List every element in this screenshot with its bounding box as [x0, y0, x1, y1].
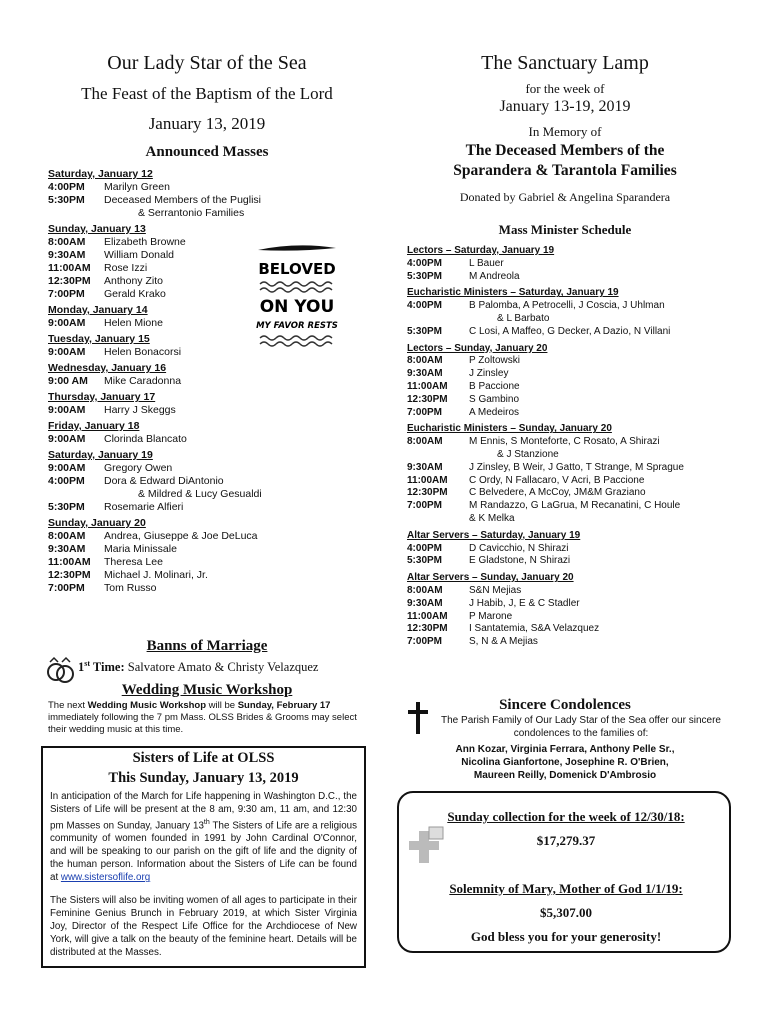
- mass-time: 9:00 AM: [48, 375, 88, 387]
- schedule-names: E Gladstone, N Shirazi: [469, 555, 571, 567]
- mass-time: 9:00AM: [48, 346, 86, 358]
- schedule-names: S Gambino: [469, 393, 520, 405]
- mass-entry: [48, 556, 348, 569]
- mass-entry: [48, 462, 348, 475]
- mass-day-heading: Sunday, January 20: [48, 517, 146, 529]
- mass-intention: Helen Bonacorsi: [104, 346, 182, 358]
- schedule-names: S, N & A Mejias: [469, 636, 538, 648]
- schedule-section-heading: Lectors – Saturday, January 19: [407, 245, 555, 256]
- beloved-word: BELOVED: [258, 260, 336, 278]
- on-you-words: ON YOU: [259, 297, 335, 317]
- schedule-entry: [407, 462, 727, 475]
- mass-intention: Elizabeth Browne: [104, 236, 186, 248]
- schedule-entry: [407, 449, 727, 462]
- mass-intention: Andrea, Giuseppe & Joe DeLuca: [104, 530, 258, 542]
- schedule-entry: [407, 487, 727, 500]
- mass-entry: [48, 181, 348, 194]
- schedule-entry: [407, 326, 727, 339]
- mass-intention: Rosemarie Alfieri: [104, 501, 184, 513]
- mass-time: 4:00PM: [48, 181, 85, 193]
- schedule-names: M Andreola: [469, 270, 520, 282]
- schedule-time: 8:00AM: [407, 584, 443, 596]
- mass-entry: [48, 194, 348, 207]
- mass-day-heading: Thursday, January 17: [48, 391, 156, 403]
- solemnity-amount: $5,307.00: [540, 905, 592, 920]
- mass-intention: Michael J. Molinari, Jr.: [104, 569, 208, 581]
- schedule-names: S&N Mejias: [469, 584, 522, 596]
- schedule-time: 7:00PM: [407, 406, 443, 418]
- schedule-time: 4:00PM: [407, 300, 443, 312]
- schedule-time: 11:00AM: [407, 474, 448, 486]
- mass-time: 7:00PM: [48, 288, 85, 300]
- week-dates: January 13-19, 2019: [499, 98, 631, 115]
- sisters-subheading: This Sunday, January 13, 2019: [108, 770, 299, 786]
- schedule-entry: [407, 368, 727, 381]
- schedule-entry: [407, 381, 727, 394]
- sisters-of-life-box: [41, 746, 366, 968]
- schedule-time: 8:00AM: [407, 355, 443, 367]
- thanks-message: God bless you for your generosity!: [470, 929, 662, 944]
- schedule-entry: [407, 258, 727, 271]
- schedule-names: A Medeiros: [469, 406, 520, 418]
- mass-time: 5:30PM: [48, 501, 85, 513]
- mass-time: 11:00AM: [48, 262, 91, 274]
- schedule-names: I Santatemia, S&A Velazquez: [469, 623, 600, 635]
- mass-entry: [48, 569, 348, 582]
- mass-intention: Helen Mione: [104, 317, 163, 329]
- mass-time: 9:00AM: [48, 404, 86, 416]
- schedule-names: C Losi, A Maffeo, G Decker, A Dazio, N Villani: [469, 325, 671, 337]
- schedule-time: 9:30AM: [407, 368, 443, 380]
- masses-heading: Announced Masses: [145, 144, 269, 160]
- mass-time: 12:30PM: [48, 569, 91, 581]
- schedule-heading: Mass Minister Schedule: [498, 222, 632, 237]
- schedule-names: P Zoltowski: [469, 355, 520, 367]
- bulletin-date: January 13, 2019: [148, 114, 266, 133]
- schedule-entry: [407, 313, 727, 326]
- banns-entry: 1st Time: Salvatore Amato & Christy Velazquez: [78, 659, 319, 675]
- schedule-names: & J Stanzione: [497, 448, 559, 460]
- mass-time: 11:00AM: [48, 556, 91, 568]
- mass-day-heading: Wednesday, January 16: [48, 362, 167, 374]
- mass-intention: William Donald: [104, 249, 175, 261]
- schedule-time: 12:30PM: [407, 623, 448, 635]
- mass-time: 8:00AM: [48, 530, 86, 542]
- schedule-entry: [407, 300, 727, 313]
- schedule-time: 11:00AM: [407, 610, 448, 622]
- mass-intention: Theresa Lee: [104, 556, 163, 568]
- mass-time: 7:00PM: [48, 582, 85, 594]
- mass-intention: Tom Russo: [104, 582, 157, 594]
- mass-entry: [48, 404, 348, 417]
- my-favor-rests-words: MY FAVOR RESTS: [256, 321, 338, 331]
- collection-amount: $17,279.37: [536, 833, 596, 848]
- memory-line-1: The Deceased Members of the: [465, 142, 665, 159]
- mass-intention: Marilyn Green: [104, 181, 170, 193]
- schedule-time: 9:30AM: [407, 597, 443, 609]
- schedule-time: 7:00PM: [407, 500, 443, 512]
- feast-title: The Feast of the Baptism of the Lord: [81, 84, 333, 103]
- workshop-heading: Wedding Music Workshop: [121, 682, 293, 698]
- mass-intention: Deceased Members of the Puglisi: [104, 194, 261, 206]
- beloved-on-you-graphic: [254, 242, 340, 352]
- mass-time: 8:00AM: [48, 236, 86, 248]
- mass-day-heading: Monday, January 14: [48, 304, 148, 316]
- schedule-names: B Paccione: [469, 380, 520, 392]
- schedule-entry: [407, 355, 727, 368]
- schedule-time: 4:00PM: [407, 542, 443, 554]
- schedule-names: D Cavicchio, N Shirazi: [469, 542, 569, 554]
- mass-time: 9:00AM: [48, 317, 86, 329]
- schedule-names: B Palomba, A Petrocelli, J Coscia, J Uhlman: [469, 300, 665, 312]
- mass-time: 9:00AM: [48, 433, 86, 445]
- mass-time: 9:30AM: [48, 543, 86, 555]
- schedule-section-heading: Eucharistic Ministers – Sunday, January 20: [407, 423, 612, 435]
- mass-entry: [48, 433, 348, 446]
- schedule-entry: [407, 623, 727, 636]
- mass-entry: [48, 530, 348, 543]
- sisters-paragraph-2: The Sisters will also be inviting women of all ages to participate in their Feminine Genius Brunch in February 2019, at which Sister Virginia Joy, Director of the Respect Life Office for the Archdiocese of New York, will give a talk on the beauty of the feminine heart. Details will be distributed at the Masses.: [50, 895, 357, 959]
- for-the-week-label: for the week of: [525, 81, 605, 96]
- schedule-entry: [407, 475, 727, 488]
- schedule-names: J Habib, J, E & C Stadler: [469, 597, 580, 609]
- mass-intention: Gerald Krako: [104, 288, 166, 300]
- mass-intention: Maria Minissale: [104, 543, 177, 555]
- schedule-time: 9:30AM: [407, 461, 443, 473]
- schedule-entry: [407, 271, 727, 284]
- mass-intention: Harry J Skeggs: [104, 404, 176, 416]
- schedule-entry: [407, 513, 727, 526]
- condolences-heading: Sincere Condolences: [499, 697, 631, 713]
- collection-box: [397, 791, 731, 953]
- schedule-section-heading: Lectors – Sunday, January 20: [407, 342, 548, 354]
- mass-time: 5:30PM: [48, 194, 85, 206]
- solemnity-heading: Solemnity of Mary, Mother of God 1/1/19:: [449, 881, 683, 896]
- schedule-time: 5:30PM: [407, 325, 443, 337]
- condolences-text: The Parish Family of Our Lady Star of the Sea offer our sincere condolences to the families of:: [441, 715, 721, 739]
- mass-time: 9:30AM: [48, 249, 86, 261]
- schedule-names: C Ordy, N Fallacaro, V Acri, B Paccione: [469, 474, 645, 486]
- schedule-time: 11:00AM: [407, 380, 448, 392]
- mass-intention: Rose Izzi: [104, 262, 148, 274]
- mass-entry: [48, 475, 348, 488]
- banns-heading: Banns of Marriage: [146, 638, 268, 654]
- mass-entry: [48, 582, 348, 595]
- mass-entry: [48, 207, 348, 220]
- mass-intention: & Serrantonio Families: [138, 207, 245, 219]
- church-name: Our Lady Star of the Sea: [107, 52, 307, 74]
- mass-intention: Clorinda Blancato: [104, 433, 187, 445]
- schedule-names: L Bauer: [469, 257, 504, 269]
- schedule-entry: [407, 636, 727, 649]
- schedule-names: J Zinsley: [469, 368, 509, 380]
- schedule-time: 5:30PM: [407, 555, 443, 567]
- schedule-time: 12:30PM: [407, 393, 448, 405]
- schedule-names: P Marone: [469, 610, 513, 622]
- mass-entry: [48, 375, 348, 388]
- condolences-names: Ann Kozar, Virginia Ferrara, Anthony Pelle Sr., Nicolina Gianfortone, Josephine R. O'Brien, Maureen Reilly, Domenick D'Ambrosio: [455, 744, 675, 781]
- mass-day-heading: Saturday, January 19: [48, 449, 153, 461]
- schedule-names: & L Barbato: [497, 312, 550, 324]
- schedule-entry: [407, 436, 727, 449]
- mass-entry: [48, 488, 348, 501]
- mass-intention: & Mildred & Lucy Gesualdi: [138, 488, 262, 500]
- schedule-time: 4:00PM: [407, 257, 443, 269]
- schedule-time: 5:30PM: [407, 270, 443, 282]
- mass-time: 4:00PM: [48, 475, 85, 487]
- mass-time: 9:00AM: [48, 462, 86, 474]
- workshop-text: The next Wedding Music Workshop will be Sunday, February 17 immediately following the 7 pm Mass. OLSS Brides & Grooms may select their wedding music at this time.: [48, 700, 357, 735]
- schedule-time: 12:30PM: [407, 487, 448, 499]
- mass-intention: Gregory Owen: [104, 462, 173, 474]
- schedule-entry: [407, 500, 727, 513]
- sisters-website-link[interactable]: www.sistersoflife.org: [60, 872, 151, 884]
- mass-day-heading: Friday, January 18: [48, 420, 140, 432]
- schedule-time: 7:00PM: [407, 636, 443, 648]
- schedule-section-heading: Altar Servers – Sunday, January 20: [407, 572, 574, 584]
- mass-intention: Mike Caradonna: [104, 375, 182, 387]
- mass-day-heading: Saturday, January 12: [48, 168, 153, 180]
- schedule-entry: [407, 598, 727, 611]
- schedule-names: M Randazzo, G LaGrua, M Recanatini, C Houle: [469, 500, 681, 512]
- announced-masses-list: [48, 168, 348, 595]
- mass-intention: Dora & Edward DiAntonio: [104, 475, 224, 487]
- mass-day-heading: Sunday, January 13: [48, 223, 146, 235]
- in-memory-label: In Memory of: [528, 124, 602, 139]
- mass-entry: [48, 501, 348, 514]
- schedule-section-heading: Altar Servers – Saturday, January 19: [407, 529, 581, 541]
- schedule-names: & K Melka: [469, 512, 515, 524]
- collection-heading: Sunday collection for the week of 12/30/18:: [447, 809, 685, 824]
- mass-intention: Anthony Zito: [104, 275, 163, 287]
- schedule-names: J Zinsley, B Weir, J Gatto, T Strange, M Sprague: [469, 461, 684, 473]
- schedule-names: C Belvedere, A McCoy, JM&M Graziano: [469, 487, 646, 499]
- schedule-entry: [407, 394, 727, 407]
- schedule-entry: [407, 407, 727, 420]
- schedule-entry: [407, 585, 727, 598]
- schedule-section-heading: Eucharistic Ministers – Saturday, January 19: [407, 287, 619, 299]
- schedule-entry: [407, 543, 727, 556]
- memory-line-2: Sparandera & Tarantola Families: [453, 162, 677, 179]
- sisters-heading: Sisters of Life at OLSS: [132, 750, 275, 766]
- mass-time: 12:30PM: [48, 275, 91, 287]
- mass-day-heading: Tuesday, January 15: [48, 333, 150, 345]
- mass-minister-schedule: [407, 245, 727, 649]
- schedule-entry: [407, 611, 727, 624]
- donated-by: Donated by Gabriel & Angelina Sparandera: [459, 190, 671, 204]
- sisters-paragraph-1: In anticipation of the March for Life happening in Washington D.C., the Sisters of Life will be present at the 8 am, 9:30 am, 11 am, and 12:30 pm Masses on Sunday, January 13th The Sisters of Life are a religious community of women founded in 1991 by John Cardinal O'Connor, and will be speaking to our parish on the gift of life and the dignity of the human person. Information about the Sisters of Life can be found at www.sistersoflife.org: [50, 791, 357, 884]
- mass-entry: [48, 543, 348, 556]
- schedule-names: M Ennis, S Monteforte, C Rosato, A Shirazi: [469, 436, 660, 448]
- schedule-entry: [407, 555, 727, 568]
- schedule-time: 8:00AM: [407, 436, 443, 448]
- sanctuary-lamp-title: The Sanctuary Lamp: [481, 52, 649, 74]
- wedding-rings-icon: [44, 654, 78, 684]
